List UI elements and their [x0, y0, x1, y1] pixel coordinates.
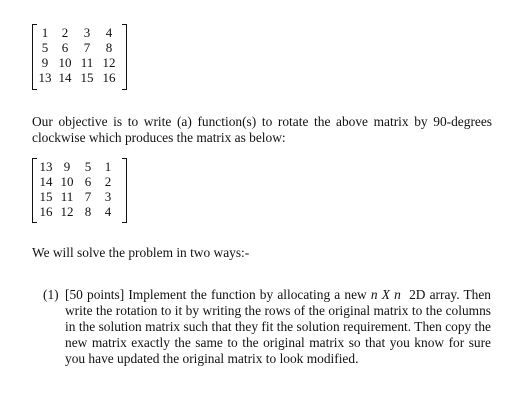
matrix-cell: 11: [60, 189, 74, 204]
matrix-row: [36, 174, 118, 189]
matrix-cell: 6: [84, 174, 92, 189]
matrix-rotated-right-bracket: [122, 158, 127, 223]
matrix-cell: 15: [80, 70, 94, 85]
matrix-cell: 4: [104, 204, 112, 219]
matrix-cell: 16: [39, 204, 53, 219]
matrix-cell: 11: [80, 55, 94, 70]
matrix-cell: 5: [84, 159, 92, 174]
matrix-cell: 7: [84, 189, 92, 204]
matrix-row: [36, 70, 120, 85]
matrix-cell: 13: [39, 159, 53, 174]
matrix-row: [36, 55, 120, 70]
matrix-cell: 14: [39, 174, 53, 189]
matrix-rotated: [36, 159, 118, 219]
matrix-cell: 4: [105, 25, 113, 40]
matrix-cell: 2: [104, 174, 112, 189]
list-item-text: [65, 287, 491, 367]
matrix-cell: 5: [41, 40, 49, 55]
matrix-cell: 7: [83, 40, 91, 55]
matrix-cell: 3: [104, 189, 112, 204]
matrix-cell: 12: [60, 204, 74, 219]
matrix-cell: 10: [58, 55, 72, 70]
matrix-row: [36, 40, 120, 55]
matrix-cell: 1: [41, 25, 49, 40]
matrix-original-right-bracket: [122, 24, 127, 90]
list-item-number: (1): [43, 287, 59, 302]
matrix-cell: 9: [63, 159, 71, 174]
matrix-cell: 13: [38, 70, 52, 85]
matrix-cell: 1: [104, 159, 112, 174]
math-var-n: n: [370, 287, 378, 302]
math-var-n: n: [394, 287, 401, 302]
matrix-cell: 8: [84, 204, 92, 219]
list-item-text-part: [50 points] Implement the function by allocating a new: [65, 287, 371, 302]
matrix-cell: 3: [83, 25, 91, 40]
matrix-cell: 9: [41, 55, 49, 70]
matrix-cell: 15: [39, 189, 53, 204]
matrix-row: [36, 204, 118, 219]
ways-sentence: We will solve the problem in two ways:-: [32, 245, 250, 260]
matrix-cell: 2: [61, 25, 69, 40]
matrix-cell: 14: [58, 70, 72, 85]
objective-paragraph: Our objective is to write (a) function(s) to rotate the above matrix by 90-degrees clockwise which produces the matrix as below:: [32, 114, 492, 145]
matrix-row: [36, 189, 118, 204]
matrix-cell: 8: [105, 40, 113, 55]
matrix-row: [36, 25, 120, 40]
matrix-original: [36, 25, 120, 85]
math-var-x: X: [381, 287, 390, 302]
matrix-row: [36, 159, 118, 174]
matrix-cell: 6: [61, 40, 69, 55]
matrix-cell: 16: [102, 70, 116, 85]
matrix-cell: 12: [102, 55, 116, 70]
matrix-cell: 10: [60, 174, 74, 189]
list-item-text-part: 2D array. Then write the rotation to it by writing the rows of the original matrix to the columns in the solution matrix such that they fit the solution requirement. Then copy the new matrix exactly the same to the original matrix so that you know for sure you have updated the original matrix to look modified.: [65, 287, 491, 366]
